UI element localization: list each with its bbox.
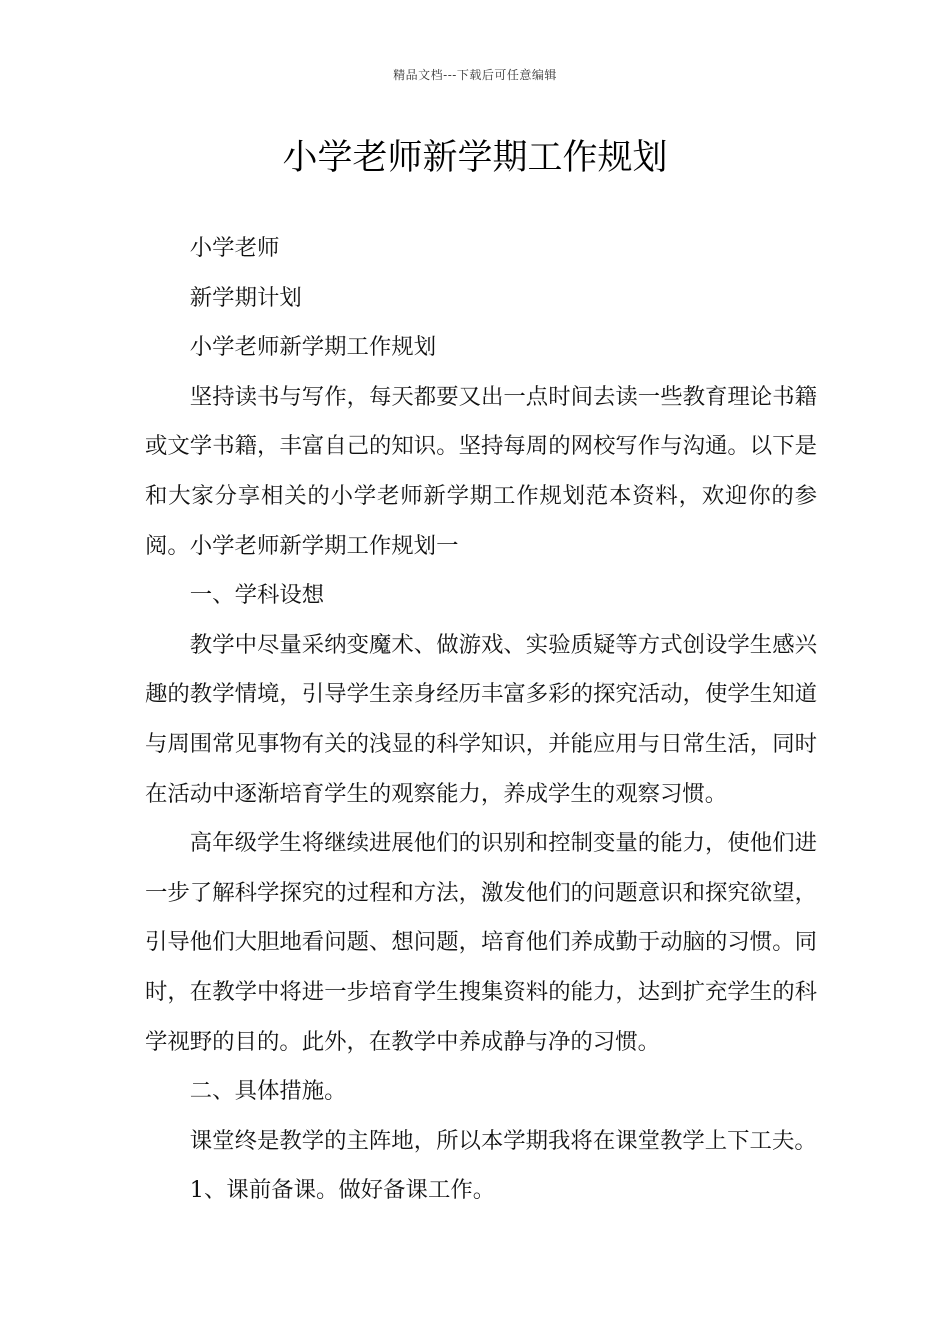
document-title: 小学老师新学期工作规划 (282, 138, 668, 178)
paragraph: 坚持读书与写作，每天都要又出一点时间去读一些教育理论书籍或文学书籍，丰富自己的知识。坚持每周的网校写作与沟通。以下是和大家分享相关的小学老师新学期工作规划范本资料，欢迎你的参阅。小学老师新学期工作规划一 (145, 383, 817, 559)
document-body (145, 224, 817, 1216)
paragraph: 1、课前备课。做好备课工作。 (189, 1177, 496, 1204)
paragraph: 教学中尽量采纳变魔术、做游戏、实验质疑等方式创设学生感兴趣的教学情境，引导学生亲身经历丰富多彩的探究活动，使学生知道与周围常见事物有关的浅显的科学知识，并能应用与日常生活，同时在活动中逐渐培育学生的观察能力，养成学生的观察习惯。 (145, 631, 817, 807)
paragraph: 小学老师新学期工作规划 (189, 334, 437, 361)
paragraph: 小学老师 (189, 235, 280, 261)
paragraph: 新学期计划 (189, 284, 302, 311)
paragraph: 课堂终是教学的主阵地，所以本学期我将在课堂教学上下工夫。 (189, 1127, 817, 1154)
section-heading: 二、具体措施。 (189, 1078, 347, 1105)
page-header: 精品文档---下载后可任意编辑 (393, 68, 557, 82)
section-heading: 一、学科设想 (189, 582, 325, 609)
paragraph: 高年级学生将继续进展他们的识别和控制变量的能力，使他们进一步了解科学探究的过程和方法，激发他们的问题意识和探究欲望，引导他们大胆地看问题、想问题，培育他们养成勤于动脑的习惯。同时，在教学中将进一步培育学生搜集资料的能力，达到扩充学生的科学视野的目的。此外，在教学中养成静与净的习惯。 (145, 830, 817, 1055)
